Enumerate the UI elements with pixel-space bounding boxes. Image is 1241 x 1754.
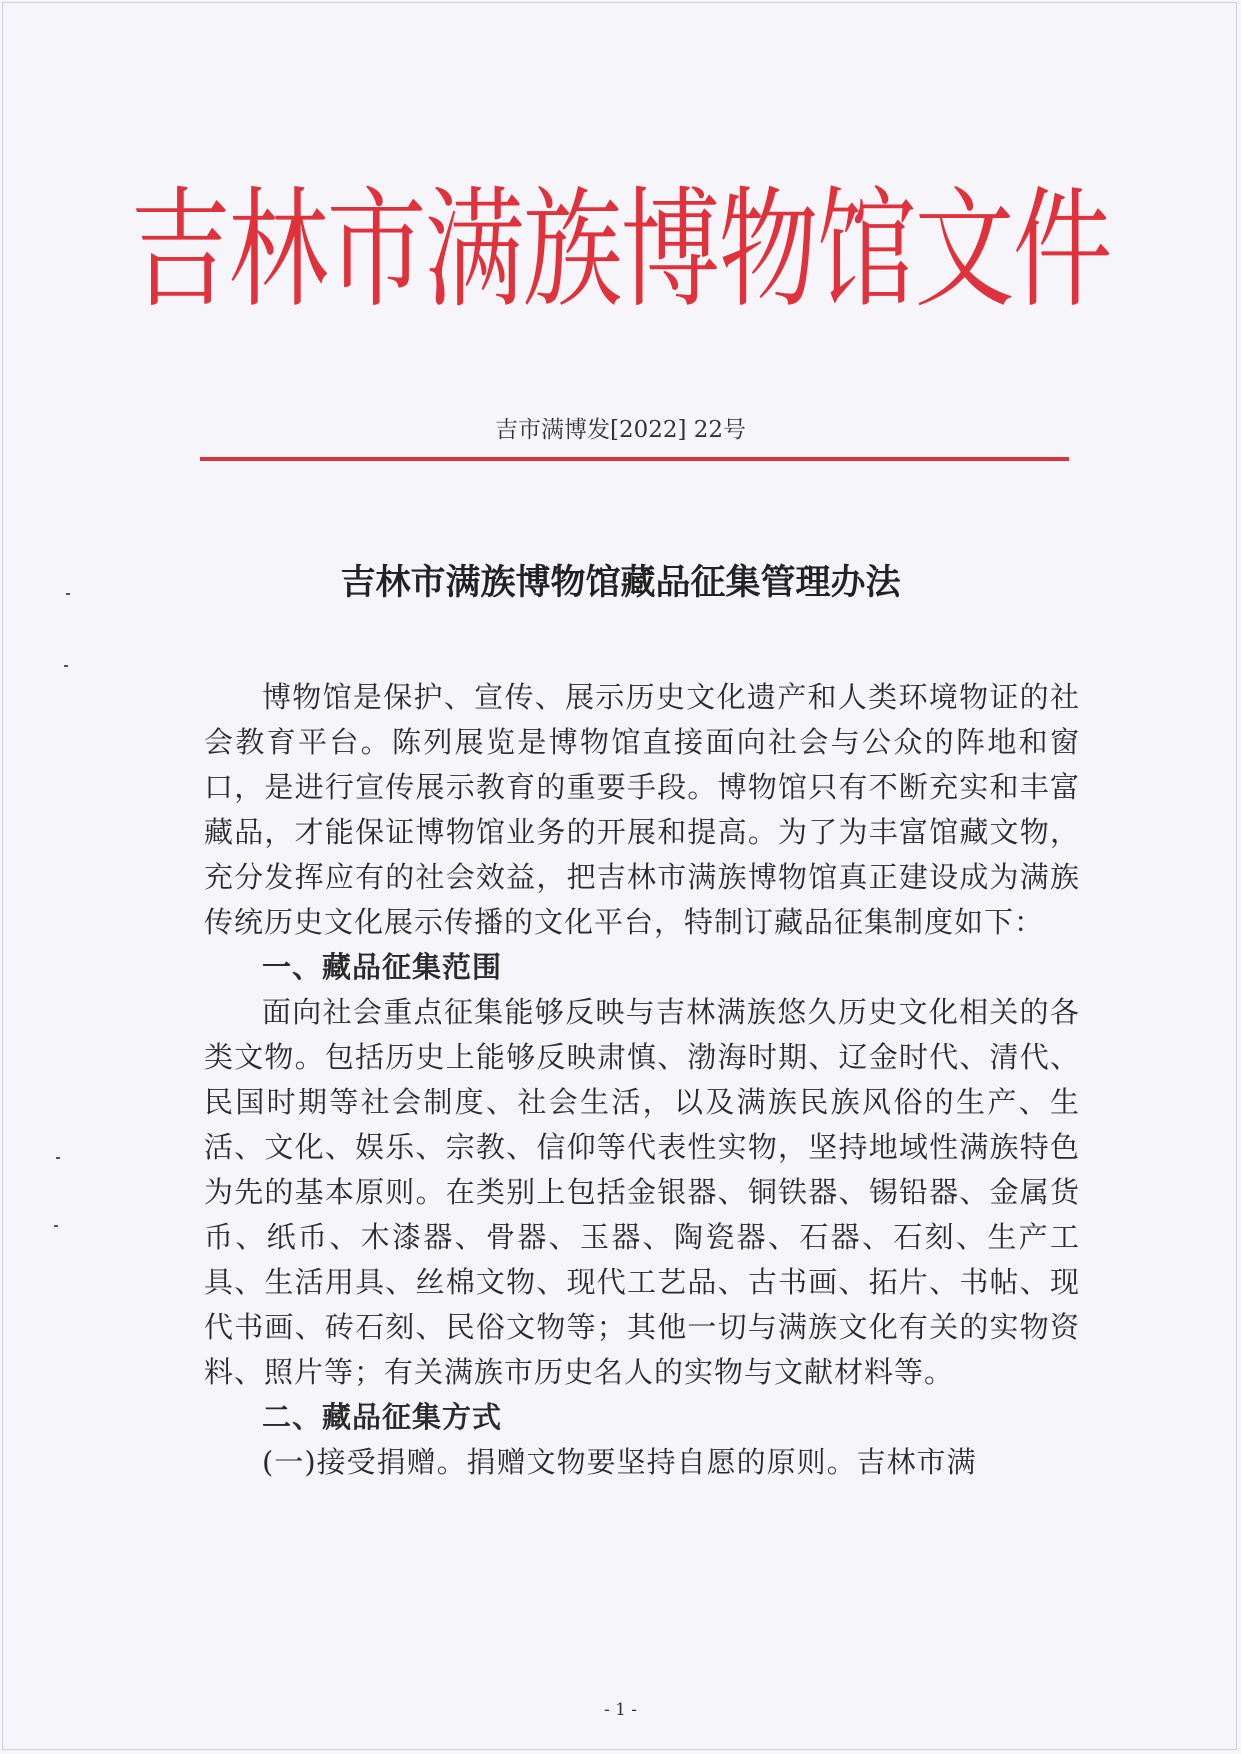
scan-margin-mark xyxy=(64,665,68,667)
scan-margin-mark xyxy=(54,1225,58,1227)
scope-paragraph: 面向社会重点征集能够反映与吉林满族悠久历史文化相关的各类文物。包括历史上能够反映肃慎、渤海时期、辽金时代、清代、民国时期等社会制度、社会生活，以及满族民族风俗的生产、生活、文化、娱乐、宗教、信仰等代表性实物，坚持地域性满族特色为先的基本原则。在类别上包括金银器、铜铁器、锡铅器、金属货币、纸币、木漆器、骨器、玉器、陶瓷器、石器、石刻、生产工具、生活用具、丝棉文物、现代工艺品、古书画、拓片、书帖、现代书画、砖石刻、民俗文物等；其他一切与满族文化有关的实物资料、照片等；有关满族市历史名人的实物与文献材料等。 xyxy=(204,995,1080,1389)
scan-margin-mark xyxy=(56,1157,60,1159)
document-title: 吉林市满族博物馆藏品征集管理办法 xyxy=(340,562,901,603)
document-number: 吉市满博发[2022] 22号 xyxy=(494,417,747,443)
document-masthead: 吉林市满族博物馆文件 xyxy=(130,173,1111,326)
methods-paragraph: (一)接受捐赠。捐赠文物要坚持自愿的原则。吉林市满 xyxy=(262,1445,977,1479)
intro-paragraph: 博物馆是保护、宣传、展示历史文化遗产和人类环境物证的社会教育平台。陈列展览是博物馆直接面向社会与公众的阵地和窗口，是进行宣传展示教育的重要手段。博物馆只有不断充实和丰富藏品，才能保证博物馆业务的开展和提高。为了为丰富馆藏文物，充分发挥应有的社会效益，把吉林市满族博物馆真正建设成为满族传统历史文化展示传播的文化平台，特制订藏品征集制度如下： xyxy=(204,680,1080,939)
section-heading-scope: 一、藏品征集范围 xyxy=(262,950,503,984)
red-divider-line xyxy=(200,457,1069,461)
document-body xyxy=(204,675,1080,1485)
section-heading-methods: 二、藏品征集方式 xyxy=(262,1400,503,1434)
page-number: - 1 - xyxy=(603,1700,638,1720)
scan-margin-mark xyxy=(66,593,70,595)
